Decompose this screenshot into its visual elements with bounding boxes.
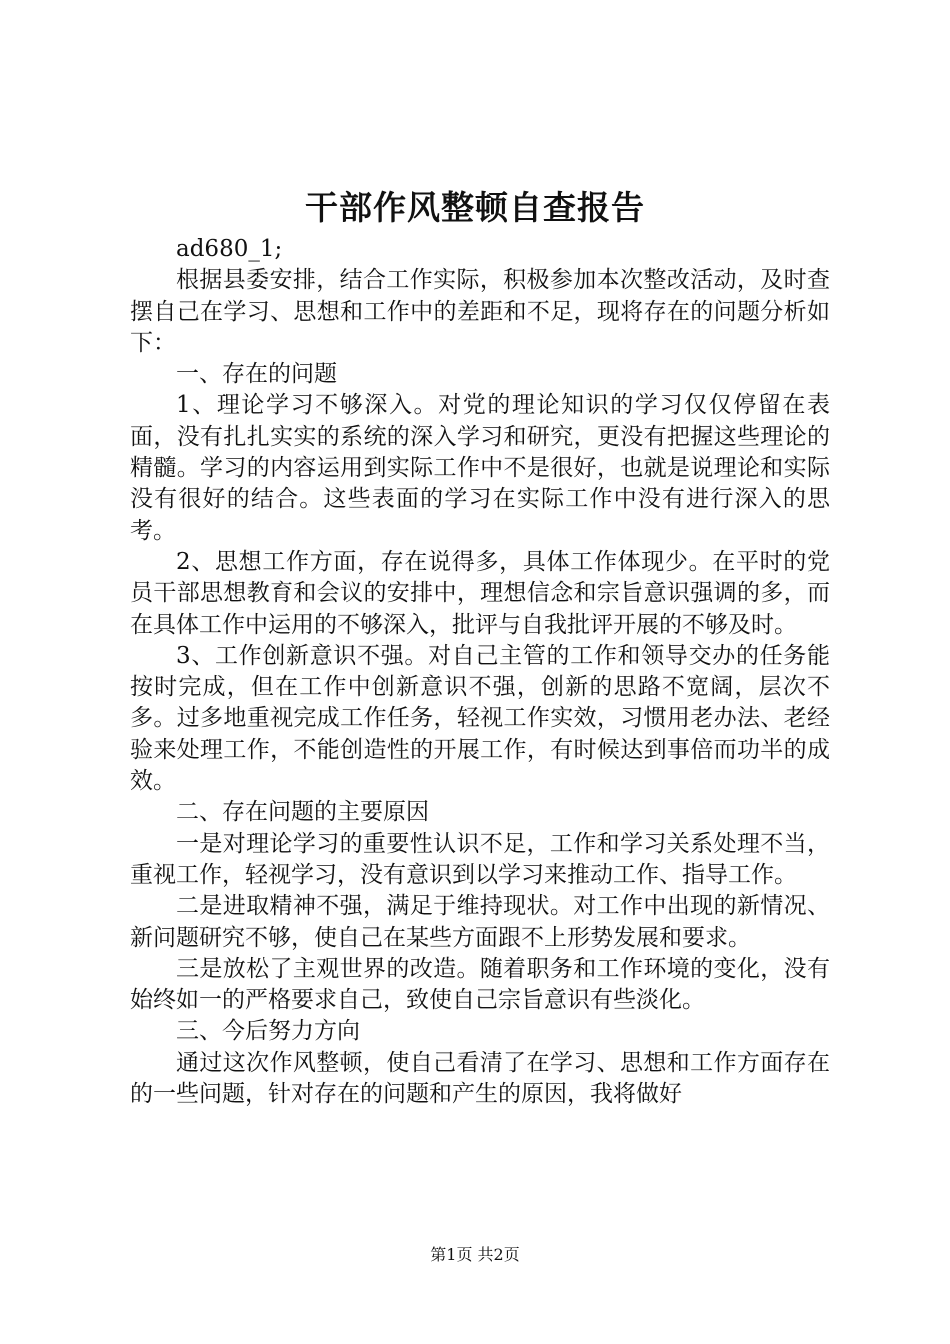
paragraph-problem-1: 1、理论学习不够深入。对党的理论知识的学习仅仅停留在表面，没有扎扎实实的系统的深入学习和研究，更没有把握这些理论的精髓。学习的内容运用到实际工作中不是很好，也就是说理论和实际没有很好的结合。这些表面的学习在实际工作中没有进行深入的思考。 [130, 392, 830, 544]
section-heading-problems: 一、存在的问题 [176, 361, 337, 388]
paragraph-cause-1: 一是对理论学习的重要性认识不足，工作和学习关系处理不当，重视工作，轻视学习，没有意识到以学习来推动工作、指导工作。 [130, 830, 830, 888]
paragraph-problem-2: 2、思想工作方面，存在说得多，具体工作体现少。在平时的党员干部思想教育和会议的安排中，理想信念和宗旨意识强调的多，而在具体工作中运用的不够深入，批评与自我批评开展的不够及时。 [130, 548, 830, 638]
paragraph-cause-3: 三是放松了主观世界的改造。随着职务和工作环境的变化，没有始终如一的严格要求自己，致使自己宗旨意识有些淡化。 [130, 955, 830, 1014]
section-heading-causes: 二、存在问题的主要原因 [176, 799, 429, 826]
section-heading-direction: 三、今后努力方向 [176, 1018, 360, 1045]
paragraph-problem-3: 3、工作创新意识不强。对自己主管的工作和领导交办的任务能按时完成，但在工作中创新意识不强，创新的思路不宽阔，层次不多。过多地重视完成工作任务，轻视工作实效，习惯用老办法、老经验来处理工作，不能创造性的开展工作，有时候达到事倍而功半的成效。 [130, 642, 830, 795]
paragraph-id-line: ad680_1; [176, 236, 283, 262]
document-title: 干部作风整顿自查报告 [305, 188, 645, 227]
document-body [130, 234, 830, 1110]
paragraph-intro: 根据县委安排，结合工作实际，积极参加本次整改活动，及时查摆自己在学习、思想和工作中的差距和不足，现将存在的问题分析如下： [130, 267, 830, 356]
paragraph-cause-2: 二是进取精神不强，满足于维持现状。对工作中出现的新情况、新问题研究不够，使自己在某些方面跟不上形势发展和要求。 [130, 893, 830, 951]
page-number-footer: 第1页 共2页 [430, 1245, 520, 1264]
paragraph-direction: 通过这次作风整顿，使自己看清了在学习、思想和工作方面存在的一些问题，针对存在的问题和产生的原因，我将做好 [130, 1049, 830, 1108]
